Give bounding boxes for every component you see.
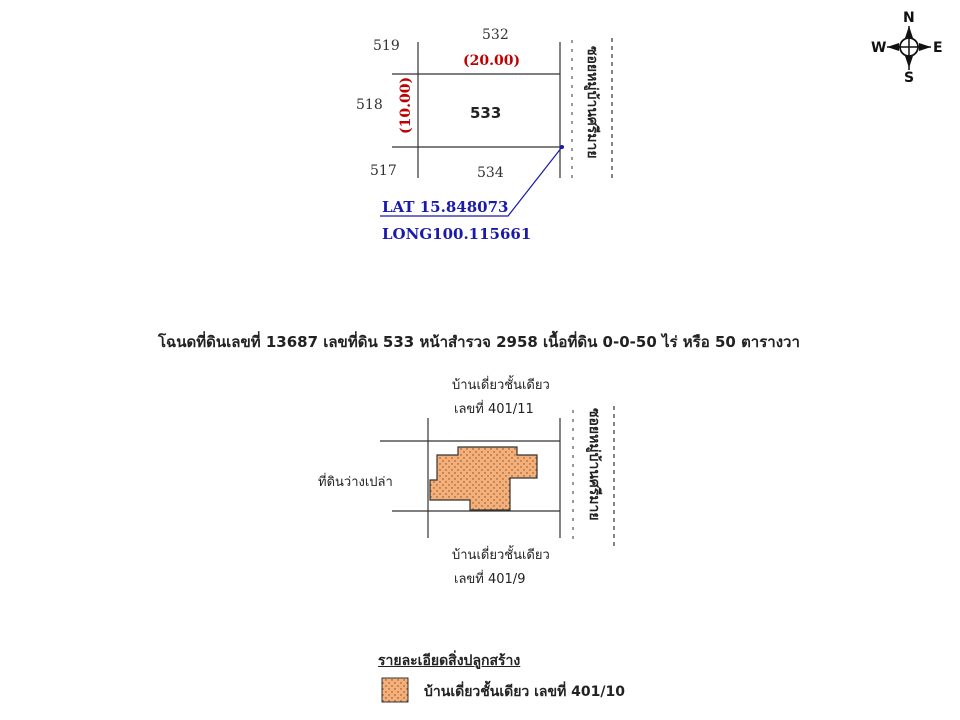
bottom-house-label: บ้านเดี่ยวชั้นเดียว [452,548,550,563]
bottom-house-number: เลขที่ 401/9 [454,572,526,587]
neighbor-top: 532 [482,27,509,43]
top-house-number: เลขที่ 401/11 [454,402,534,417]
compass-s: S [904,70,915,86]
neighbor-left: 518 [356,97,383,113]
latitude: LAT 15.848073 [382,198,509,216]
neighbor-bottom: 534 [477,165,504,181]
neighbor-top-left: 519 [373,38,400,54]
top-house-label: บ้านเดี่ยวชั้นเดียว [452,378,550,393]
legend-title: รายละเอียดสิ่งปลูกสร้าง [378,653,521,669]
deed-title: โฉนดที่ดินเลขที่ 13687 เลขที่ดิน 533 หน้าสำรวจ 2958 เนื้อที่ดิน 0-0-50 ไร่ หรือ 50 ตารางวา [158,333,800,351]
legend-item-label: บ้านเดี่ยวชั้นเดียว เลขที่ 401/10 [424,684,626,700]
neighbor-bottom-left: 517 [370,163,397,179]
longitude: LONG100.115661 [382,225,532,243]
compass-icon [887,26,931,70]
site-road-name: ซอยหมู่บ้านศรีมาย [586,408,602,521]
house-footprint [430,447,537,510]
parcel-number: 533 [470,104,502,122]
legend-swatch [382,678,408,702]
compass-w: W [871,40,887,56]
height-label: (10.00) [398,76,414,134]
vacant-land-label: ที่ดินว่างเปล่า [318,475,393,490]
road-name: ซอยหมู่บ้านศรีมาย [584,46,600,159]
width-label: (20.00) [463,53,521,69]
compass-n: N [903,10,915,26]
compass-e: E [933,40,943,56]
coordinate-point [560,145,564,149]
